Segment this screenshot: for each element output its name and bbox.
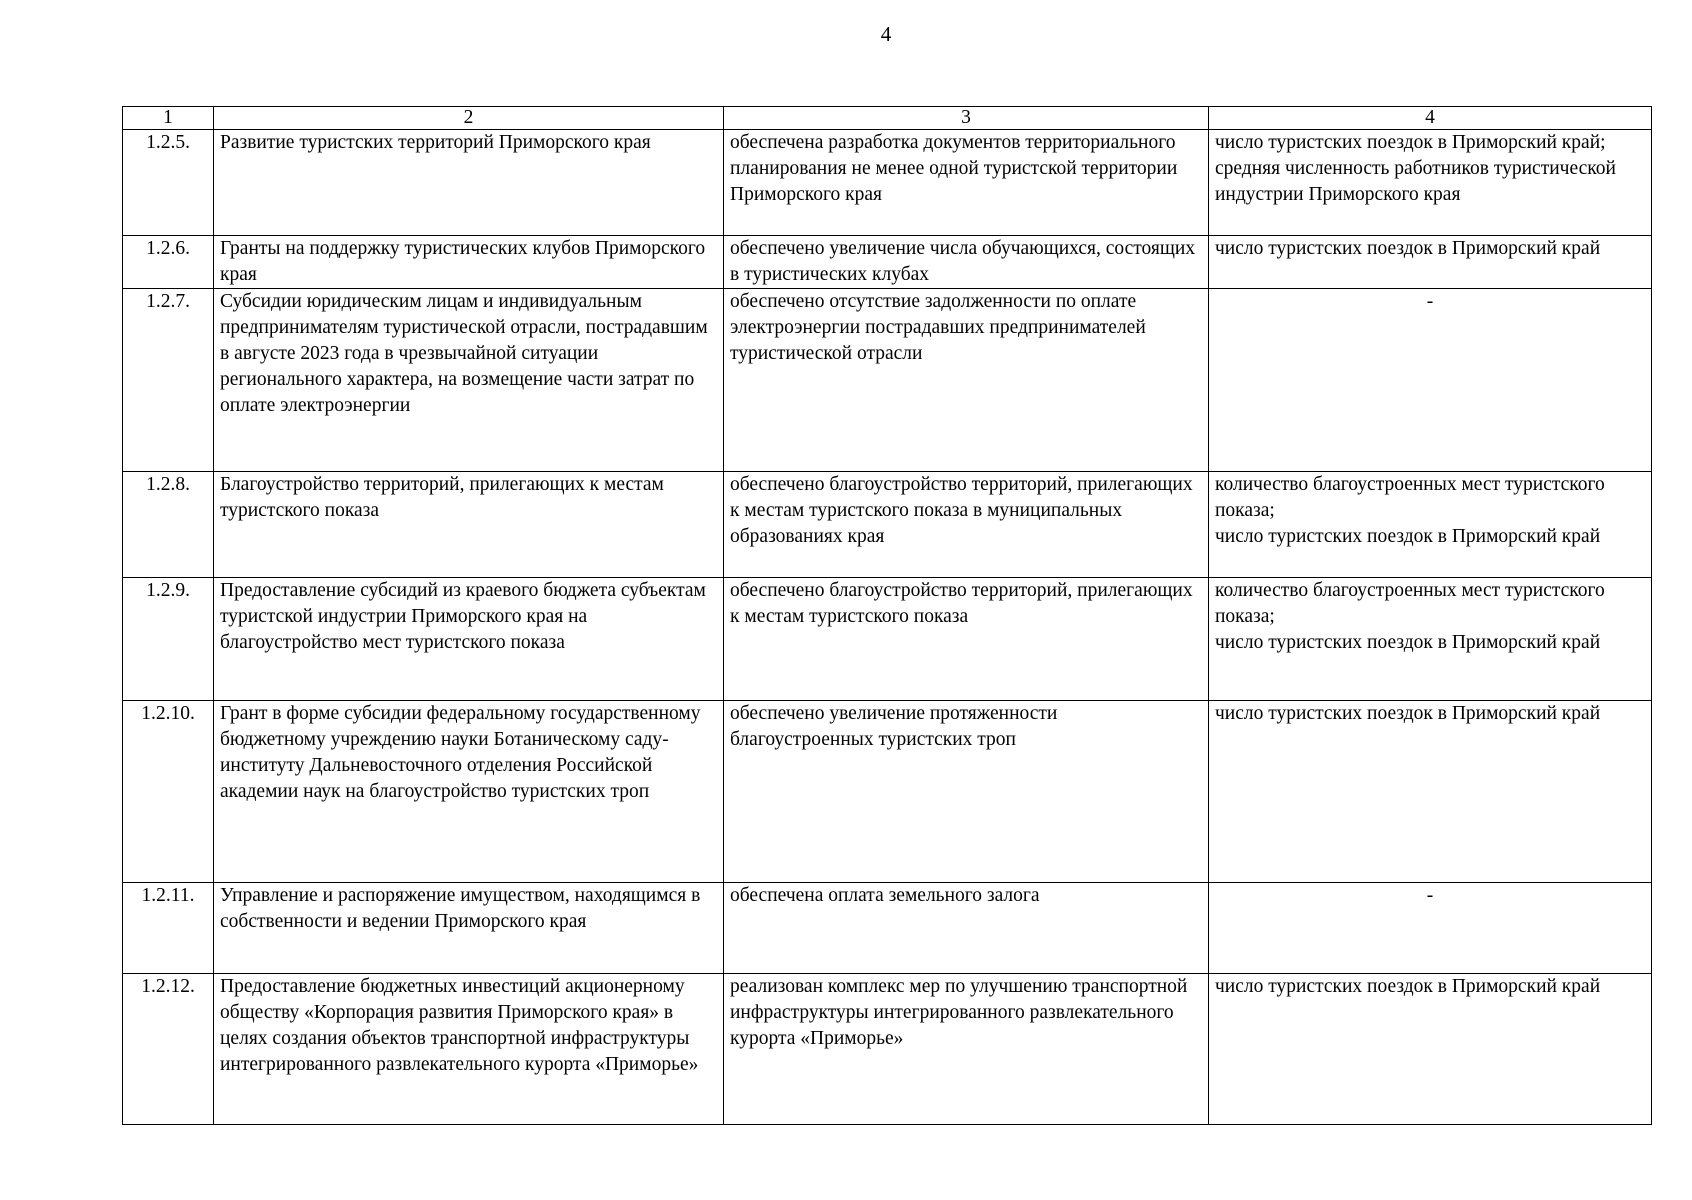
indicators-cell [1209,883,1652,974]
header-row [123,107,1652,130]
row-number: 1.2.5. [123,130,214,236]
expected-result: обеспечено благоустройство территорий, прилегающих к местам туристского показа в муниципальных образованиях края [724,472,1209,578]
table-row [123,472,1652,578]
table-row [123,701,1652,883]
row-number: 1.2.6. [123,236,214,289]
row-number: 1.2.11. [123,883,214,974]
indicator: число туристских поездок в Приморский край [1215,526,1601,547]
table-row [123,883,1652,974]
header-col-2: 2 [214,107,724,130]
indicator: - [1426,885,1434,906]
expected-result: обеспечено увеличение числа обучающихся, состоящих в туристических клубах [724,236,1209,289]
table-row [123,289,1652,472]
measure-name: Благоустройство территорий, прилегающих к местам туристского показа [214,472,724,578]
expected-result: обеспечено увеличение протяженности благоустроенных туристских троп [724,701,1209,883]
header-col-1: 1 [123,107,214,130]
expected-result: обеспечена разработка документов территориального планирования не менее одной туристской территории Приморского края [724,130,1209,236]
indicators-cell [1209,701,1652,883]
row-number: 1.2.9. [123,578,214,701]
measure-name: Субсидии юридическим лицам и индивидуальным предпринимателям туристической отрасли, пострадавшим в августе 2023 года в чрезвычайной ситуации регионального характера, на возмещение части затрат по оплате электроэнергии [214,289,724,472]
indicator: число туристских поездок в Приморский край [1215,238,1601,259]
table-row [123,974,1652,1125]
row-number: 1.2.10. [123,701,214,883]
indicators-cell [1209,236,1652,289]
header-col-3: 3 [724,107,1209,130]
expected-result: обеспечено отсутствие задолженности по оплате электроэнергии пострадавших предпринимателей туристической отрасли [724,289,1209,472]
measure-name: Гранты на поддержку туристических клубов Приморского края [214,236,724,289]
indicator: число туристских поездок в Приморский край [1215,632,1601,653]
expected-result: реализован комплекс мер по улучшению транспортной инфраструктуры интегрированного развлекательного курорта «Приморье» [724,974,1209,1125]
expected-result: обеспечено благоустройство территорий, прилегающих к местам туристского показа [724,578,1209,701]
indicator: число туристских поездок в Приморский край [1215,703,1601,724]
measures-table [122,106,1652,1125]
indicator: число туристских поездок в Приморский край [1215,976,1601,997]
page-number: 4 [880,22,892,46]
indicator: количество благоустроенных мест туристского показа; [1215,580,1605,627]
indicator: средняя численность работников туристической индустрии Приморского края [1215,158,1616,205]
measure-name: Управление и распоряжение имуществом, находящимся в собственности и ведении Приморского края [214,883,724,974]
measure-name: Предоставление субсидий из краевого бюджета субъектам туристской индустрии Приморского края на благоустройство мест туристского показа [214,578,724,701]
indicators-cell [1209,289,1652,472]
table-row [123,578,1652,701]
expected-result: обеспечена оплата земельного залога [724,883,1209,974]
row-number: 1.2.7. [123,289,214,472]
indicators-cell [1209,578,1652,701]
measure-name: Грант в форме субсидии федеральному государственному бюджетному учреждению науки Ботаническому саду-институту Дальневосточного отделения Российской академии наук на благоустройство туристских троп [214,701,724,883]
indicators-cell [1209,130,1652,236]
indicator: число туристских поездок в Приморский край; [1215,132,1606,153]
row-number: 1.2.12. [123,974,214,1125]
row-number: 1.2.8. [123,472,214,578]
indicators-cell [1209,974,1652,1125]
indicator: количество благоустроенных мест туристского показа; [1215,474,1605,521]
measure-name: Предоставление бюджетных инвестиций акционерному обществу «Корпорация развития Приморского края» в целях создания объектов транспортной инфраструктуры интегрированного развлекательного курорта «Приморье» [214,974,724,1125]
table-row [123,236,1652,289]
indicators-cell [1209,472,1652,578]
table-row [123,130,1652,236]
indicator: - [1426,291,1434,312]
header-col-4: 4 [1209,107,1652,130]
measure-name: Развитие туристских территорий Приморского края [214,130,724,236]
